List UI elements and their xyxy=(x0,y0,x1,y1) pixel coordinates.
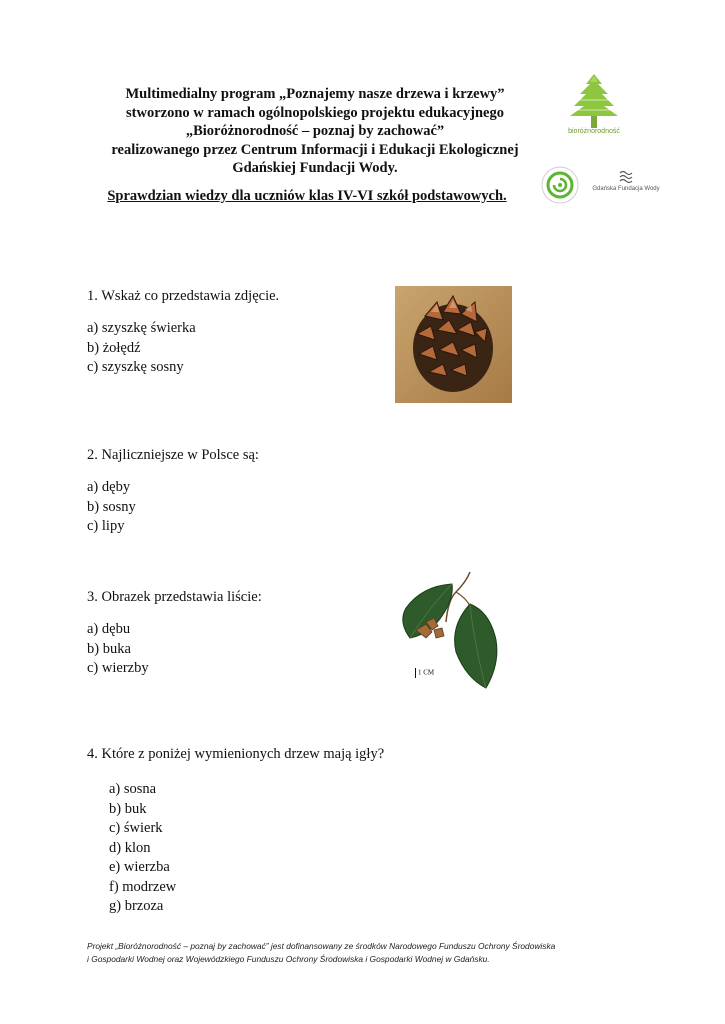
question-4-options xyxy=(87,780,384,917)
question-3-options xyxy=(87,620,262,679)
biodiversity-logo-caption: bioróżnorodność xyxy=(568,128,620,135)
question-1-text: 1. Wskaż co przedstawia zdjęcie. xyxy=(87,288,280,304)
answer-option: b) żołędź xyxy=(87,339,141,356)
answer-option: a) dębu xyxy=(87,621,131,637)
question-2-text: 2. Najliczniejsze w Polsce są: xyxy=(87,447,259,463)
question-3-text: 3. Obrazek przedstawia liście: xyxy=(87,589,262,605)
document-header xyxy=(100,85,530,178)
answer-option: c) lipy xyxy=(87,518,125,534)
pine-cone-photo xyxy=(395,286,512,403)
answer-option: d) klon xyxy=(109,839,151,856)
header-line-4: realizowanego przez Centrum Informacji i Edukacji Ekologicznej xyxy=(111,141,519,158)
answer-option: a) sosna xyxy=(109,781,157,797)
answer-option: a) dęby xyxy=(87,479,131,495)
scale-marker xyxy=(415,668,434,678)
gfw-logo-caption: Gdańska Fundacja Wody xyxy=(592,186,660,192)
beech-leaves-illustration xyxy=(398,568,502,690)
question-2 xyxy=(87,447,259,537)
answer-option: f) modrzew xyxy=(109,878,177,895)
biodiversity-logo xyxy=(562,72,626,140)
question-4-text: 4. Które z poniżej wymienionych drzew mają igły? xyxy=(87,746,385,762)
answer-option: a) szyszkę świerka xyxy=(87,320,196,336)
footer-line-1: Projekt „Bioróżnorodność – poznaj by zachować” jest dofinansowany ze środków Narodowego Funduszu Ochrony Środowiska xyxy=(87,941,556,951)
education-center-logo xyxy=(540,165,580,205)
header-line-2: stworzono w ramach ogólnopolskiego projektu edukacyjnego xyxy=(126,104,504,121)
answer-option: c) szyszkę sosny xyxy=(87,359,184,375)
question-1 xyxy=(87,288,279,378)
funding-footer xyxy=(87,940,647,966)
question-3 xyxy=(87,589,262,679)
tree-icon xyxy=(562,72,626,130)
question-4 xyxy=(87,746,384,917)
answer-option: e) wierzba xyxy=(109,859,170,875)
answer-option: c) świerk xyxy=(109,820,163,836)
answer-option: b) buk xyxy=(109,800,147,817)
header-line-1: Multimedialny program „Poznajemy nasze drzewa i krzewy” xyxy=(125,86,505,102)
scale-bar xyxy=(415,668,416,678)
header-line-3: „Bioróżnorodność – poznaj by zachować” xyxy=(185,123,445,139)
answer-option: g) brzoza xyxy=(109,898,164,914)
spiral-icon xyxy=(540,165,580,205)
gdansk-water-foundation-logo xyxy=(590,170,662,196)
header-line-5: Gdańskiej Fundacji Wody. xyxy=(232,160,398,176)
waves-icon xyxy=(590,170,662,186)
answer-option: b) sosny xyxy=(87,498,136,515)
test-subtitle: Sprawdzian wiedzy dla uczniów klas IV-VI szkół podstawowych. xyxy=(107,188,507,204)
question-1-options xyxy=(87,319,279,378)
answer-option: b) buka xyxy=(87,640,131,657)
answer-option: c) wierzby xyxy=(87,660,149,676)
footer-line-2: i Gospodarki Wodnej oraz Wojewódzkiego Funduszu Ochrony Środowiska i Gospodarki Wodnej w Gdańsku. xyxy=(87,954,490,964)
scale-label: 1 CM xyxy=(418,668,435,677)
question-2-options xyxy=(87,478,259,537)
